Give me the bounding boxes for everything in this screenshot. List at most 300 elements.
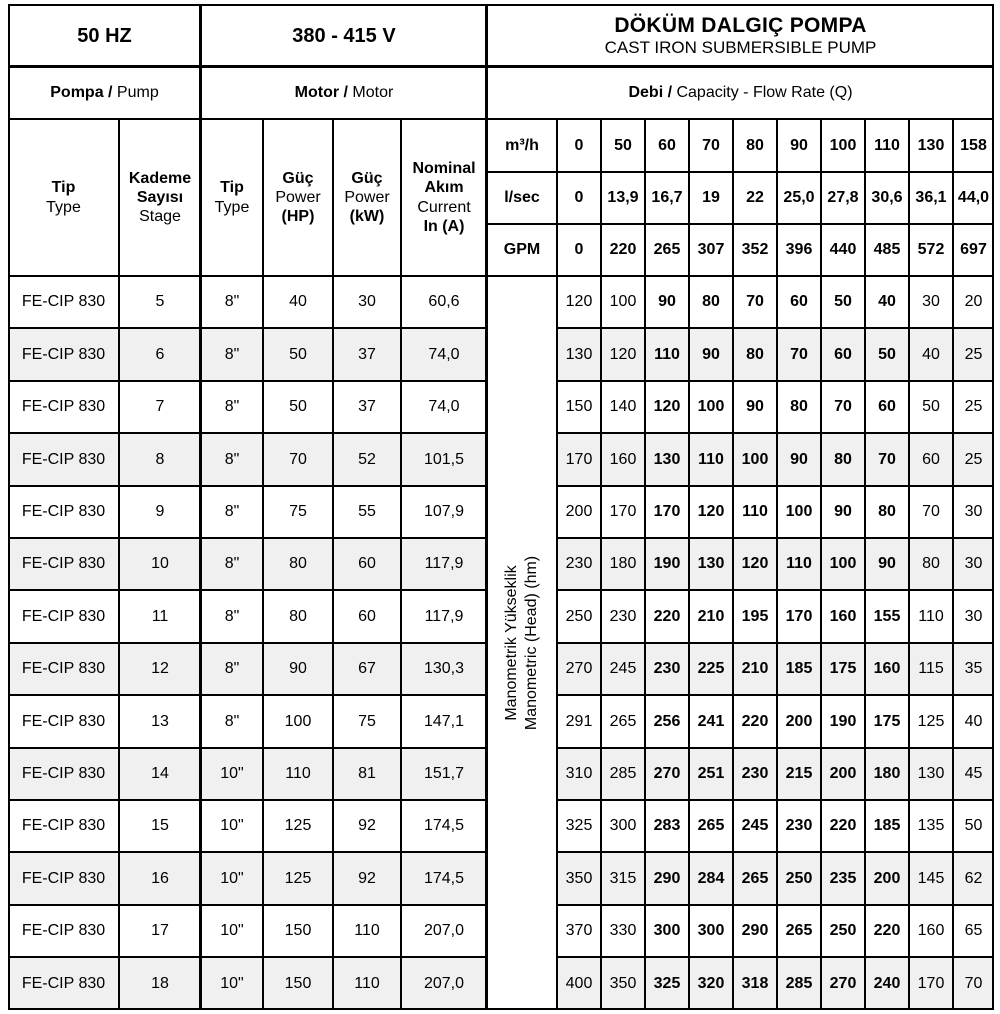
table-cell-amp [401, 590, 487, 643]
head-value-cell [777, 957, 821, 1010]
head-value-cell [645, 328, 689, 381]
flow-value-text: 0 [574, 241, 584, 259]
head-value-text: 200 [829, 765, 857, 783]
table-cell-stage [119, 538, 201, 590]
head-value-text: 230 [653, 660, 681, 678]
cell-text: 8" [224, 660, 240, 678]
table-cell-kw [333, 538, 401, 590]
head-value-cell [689, 800, 733, 852]
head-value-cell [909, 590, 953, 643]
head-value-text: 70 [964, 974, 983, 992]
head-value-cell [777, 852, 821, 905]
head-value-text: 160 [609, 450, 637, 468]
head-value-text: 110 [918, 607, 944, 625]
head-label-tr: Manometrik Yükseklik [503, 565, 521, 721]
head-value-text: 241 [697, 712, 725, 730]
head-value-cell [909, 486, 953, 538]
head-value-text: 80 [878, 503, 896, 521]
head-value-cell [777, 538, 821, 590]
table-cell-stage [119, 643, 201, 695]
head-value-cell [689, 433, 733, 486]
head-value-cell [689, 905, 733, 957]
flow-lsec-value [821, 172, 865, 224]
head-value-cell [909, 643, 953, 695]
cell-text: 9 [155, 503, 165, 521]
head-value-cell [777, 748, 821, 800]
head-value-cell [645, 433, 689, 486]
flow-value-text: 220 [609, 241, 637, 259]
head-value-cell [865, 695, 909, 748]
head-value-text: 130 [697, 555, 725, 573]
cell-text: FE-CIP 830 [21, 765, 106, 783]
cell-text: 110 [354, 922, 380, 940]
title-english: CAST IRON SUBMERSIBLE PUMP [604, 37, 877, 57]
cell-text: FE-CIP 830 [21, 817, 106, 835]
table-cell-hp [263, 590, 333, 643]
head-value-cell [733, 433, 777, 486]
head-value-text: 30 [964, 555, 983, 573]
head-value-cell [557, 328, 601, 381]
cell-text: 117,9 [424, 555, 464, 573]
head-value-text: 100 [785, 503, 813, 521]
head-value-cell [645, 800, 689, 852]
head-value-text: 90 [702, 345, 720, 363]
head-value-text: 120 [653, 398, 681, 416]
head-value-cell [557, 276, 601, 328]
head-value-cell [601, 695, 645, 748]
head-value-cell [777, 643, 821, 695]
head-value-cell [777, 328, 821, 381]
capacity-group-tr: Debi / [628, 84, 673, 102]
table-cell-amp [401, 695, 487, 748]
head-value-cell [557, 486, 601, 538]
flow-value-text: 30,6 [871, 189, 903, 207]
head-value-text: 245 [741, 817, 769, 835]
cell-text: 50 [289, 398, 307, 416]
cell-text: 8" [224, 607, 240, 625]
head-value-text: 70 [746, 293, 764, 311]
cell-text: 92 [358, 817, 376, 835]
flow-value-text: 485 [873, 241, 901, 259]
table-cell-type [8, 852, 119, 905]
cell-text: 60 [358, 607, 376, 625]
table-cell-amp [401, 328, 487, 381]
frequency-label: 50 HZ [77, 24, 132, 47]
head-value-text: 90 [834, 503, 852, 521]
cell-text: 174,5 [423, 817, 465, 835]
cell-text: 90 [289, 660, 307, 678]
head-label-en: Manometric (Head) (hm) [523, 555, 541, 731]
head-value-cell [601, 381, 645, 433]
power-hp-header-unit: (HP) [281, 208, 315, 226]
head-value-text: 285 [609, 765, 637, 783]
table-cell-kw [333, 905, 401, 957]
head-value-text: 220 [741, 712, 769, 730]
flow-gpm-value [821, 224, 865, 276]
head-value-text: 170 [785, 607, 813, 625]
head-value-text: 256 [653, 712, 681, 730]
head-value-cell [953, 328, 994, 381]
flow-value-text: 19 [702, 189, 720, 207]
table-cell-hp [263, 486, 333, 538]
head-value-cell [865, 748, 909, 800]
cell-text: 81 [358, 765, 376, 783]
head-value-cell [645, 381, 689, 433]
head-value-text: 100 [609, 293, 637, 311]
cell-text: 101,5 [423, 450, 465, 468]
head-value-text: 400 [565, 974, 593, 992]
table-cell-kw [333, 590, 401, 643]
voltage-label: 380 - 415 V [292, 24, 396, 47]
head-value-text: 70 [834, 398, 852, 416]
head-value-cell [953, 748, 994, 800]
table-cell-stage [119, 800, 201, 852]
flow-gpm-value [733, 224, 777, 276]
flow-value-text: 25,0 [783, 189, 815, 207]
cell-text: 60,6 [428, 293, 460, 311]
cell-text: 75 [289, 503, 307, 521]
head-value-text: 220 [653, 607, 681, 625]
flow-gpm-value [557, 224, 601, 276]
table-cell-type [8, 276, 119, 328]
power-kw-header-unit: (kW) [349, 208, 385, 226]
head-value-text: 190 [653, 555, 681, 573]
head-value-cell [909, 276, 953, 328]
cell-text: FE-CIP 830 [21, 293, 106, 311]
head-value-text: 120 [565, 293, 593, 311]
table-cell-type [8, 905, 119, 957]
head-value-text: 62 [964, 869, 983, 887]
head-value-text: 220 [873, 922, 901, 940]
head-value-cell [733, 276, 777, 328]
head-value-cell [909, 538, 953, 590]
cell-text: FE-CIP 830 [21, 345, 106, 363]
head-value-cell [821, 538, 865, 590]
table-cell-motor [201, 905, 263, 957]
head-value-text: 60 [878, 398, 896, 416]
head-value-cell [777, 433, 821, 486]
head-value-cell [557, 800, 601, 852]
table-cell-hp [263, 328, 333, 381]
flow-m3h-value [821, 119, 865, 172]
table-cell-type [8, 643, 119, 695]
capacity-group-en: Capacity - Flow Rate (Q) [672, 84, 853, 102]
head-value-cell [557, 590, 601, 643]
head-value-text: 215 [785, 765, 813, 783]
head-value-cell [733, 695, 777, 748]
table-cell-amp [401, 433, 487, 486]
cell-text: 74,0 [428, 345, 460, 363]
head-value-cell [777, 381, 821, 433]
cell-text: 13 [151, 712, 169, 730]
head-value-cell [909, 957, 953, 1010]
head-value-text: 115 [918, 660, 944, 678]
head-value-text: 200 [785, 712, 813, 730]
head-value-text: 30 [964, 607, 983, 625]
head-value-cell [953, 695, 994, 748]
table-cell-hp [263, 852, 333, 905]
head-value-text: 291 [565, 712, 593, 730]
flow-lsec-value [777, 172, 821, 224]
head-value-text: 225 [697, 660, 725, 678]
head-value-text: 25 [964, 398, 983, 416]
head-value-text: 265 [697, 817, 725, 835]
head-value-text: 190 [829, 712, 857, 730]
table-cell-motor [201, 957, 263, 1010]
cell-text: 7 [155, 398, 165, 416]
table-cell-amp [401, 276, 487, 328]
table-cell-stage [119, 276, 201, 328]
head-value-cell [953, 800, 994, 852]
current-column-header [401, 119, 487, 276]
head-value-text: 150 [565, 398, 593, 416]
unit-gpm [487, 224, 557, 276]
head-value-cell [645, 905, 689, 957]
table-cell-hp [263, 800, 333, 852]
head-value-cell [733, 957, 777, 1010]
head-value-cell [733, 905, 777, 957]
head-value-cell [821, 381, 865, 433]
motor-group-tr: Motor / [294, 84, 348, 102]
head-value-cell [645, 957, 689, 1010]
head-value-cell [645, 538, 689, 590]
flow-value-text: 100 [829, 136, 857, 154]
head-value-text: 70 [878, 450, 896, 468]
flow-lsec-value [645, 172, 689, 224]
motor-type-header-tr: Tip [220, 179, 244, 197]
head-value-text: 140 [609, 398, 637, 416]
table-cell-stage [119, 590, 201, 643]
head-value-text: 210 [697, 607, 725, 625]
table-cell-stage [119, 486, 201, 538]
flow-lsec-value [689, 172, 733, 224]
pump-group-en: Pump [112, 84, 159, 102]
stage-header-en: Stage [139, 208, 181, 226]
head-value-text: 120 [609, 345, 637, 363]
table-cell-kw [333, 643, 401, 695]
head-value-text: 80 [702, 293, 720, 311]
head-value-text: 235 [829, 869, 857, 887]
table-cell-stage [119, 905, 201, 957]
table-cell-amp [401, 852, 487, 905]
head-value-text: 185 [873, 817, 901, 835]
cell-text: 60 [358, 555, 376, 573]
head-value-text: 175 [829, 660, 857, 678]
head-value-cell [821, 486, 865, 538]
head-value-text: 200 [873, 869, 901, 887]
power-hp-column-header [263, 119, 333, 276]
head-value-text: 120 [697, 503, 725, 521]
table-cell-motor [201, 381, 263, 433]
table-cell-amp [401, 905, 487, 957]
cell-text: 92 [358, 869, 376, 887]
head-value-text: 170 [565, 450, 593, 468]
table-cell-hp [263, 695, 333, 748]
head-value-cell [689, 748, 733, 800]
table-cell-motor [201, 695, 263, 748]
flow-value-text: 697 [960, 241, 987, 259]
flow-gpm-value [601, 224, 645, 276]
head-value-cell [645, 695, 689, 748]
head-value-cell [645, 748, 689, 800]
table-cell-kw [333, 433, 401, 486]
motor-type-header-en: Type [214, 198, 250, 216]
head-value-text: 125 [917, 712, 945, 730]
head-value-cell [777, 276, 821, 328]
cell-text: 52 [358, 450, 376, 468]
head-value-cell [557, 433, 601, 486]
stage-header-tr2: Sayısı [136, 188, 184, 206]
cell-text: 11 [151, 607, 169, 625]
cell-text: 151,7 [423, 765, 465, 783]
table-cell-kw [333, 748, 401, 800]
head-value-cell [909, 748, 953, 800]
table-cell-type [8, 433, 119, 486]
head-value-cell [865, 643, 909, 695]
head-value-cell [821, 852, 865, 905]
type-header-en: Type [46, 198, 81, 216]
table-cell-type [8, 486, 119, 538]
head-value-cell [909, 328, 953, 381]
table-cell-type [8, 381, 119, 433]
head-value-cell [909, 852, 953, 905]
cell-text: 8" [224, 293, 240, 311]
head-value-text: 50 [834, 293, 852, 311]
head-value-cell [821, 748, 865, 800]
head-value-text: 230 [565, 555, 593, 573]
head-value-text: 90 [746, 398, 764, 416]
cell-text: 55 [358, 503, 376, 521]
head-value-cell [733, 643, 777, 695]
cell-text: 207,0 [423, 974, 465, 992]
head-value-cell [689, 590, 733, 643]
cell-text: 5 [155, 293, 165, 311]
head-value-text: 290 [653, 869, 681, 887]
head-value-text: 325 [565, 817, 593, 835]
cell-text: 80 [289, 607, 307, 625]
table-cell-kw [333, 957, 401, 1010]
type-column-header [8, 119, 119, 276]
unit-m3h [487, 119, 557, 172]
power-hp-header-tr: Güç [282, 169, 314, 187]
flow-gpm-value [865, 224, 909, 276]
flow-gpm-value [777, 224, 821, 276]
cell-text: 147,1 [423, 712, 465, 730]
table-cell-stage [119, 852, 201, 905]
table-cell-type [8, 957, 119, 1010]
head-value-text: 80 [746, 345, 764, 363]
cell-text: FE-CIP 830 [21, 712, 106, 730]
flow-value-text: 0 [574, 136, 584, 154]
cell-text: 16 [151, 869, 169, 887]
head-value-text: 90 [878, 555, 896, 573]
head-value-cell [733, 852, 777, 905]
cell-text: 14 [151, 765, 169, 783]
head-value-text: 285 [785, 974, 813, 992]
head-value-text: 170 [609, 503, 637, 521]
table-cell-motor [201, 590, 263, 643]
head-value-cell [821, 695, 865, 748]
head-value-text: 350 [565, 869, 593, 887]
cell-text: 207,0 [423, 922, 465, 940]
head-value-text: 320 [697, 974, 725, 992]
flow-lsec-value [865, 172, 909, 224]
table-cell-kw [333, 328, 401, 381]
cell-text: 150 [284, 922, 312, 940]
cell-text: 10 [151, 555, 169, 573]
head-value-cell [821, 433, 865, 486]
frequency-header [8, 4, 201, 67]
head-value-cell [557, 538, 601, 590]
head-value-text: 110 [742, 503, 768, 521]
head-value-text: 80 [922, 555, 940, 573]
head-value-text: 100 [741, 450, 769, 468]
head-value-cell [601, 590, 645, 643]
head-value-cell [865, 381, 909, 433]
head-value-text: 30 [964, 503, 983, 521]
head-value-text: 250 [565, 607, 593, 625]
head-value-text: 265 [741, 869, 769, 887]
head-value-text: 185 [785, 660, 813, 678]
cell-text: 50 [289, 345, 307, 363]
flow-m3h-value [645, 119, 689, 172]
head-value-text: 100 [829, 555, 857, 573]
table-cell-amp [401, 957, 487, 1010]
cell-text: 107,9 [423, 503, 465, 521]
head-value-cell [821, 276, 865, 328]
head-value-text: 40 [878, 293, 896, 311]
head-value-cell [953, 276, 994, 328]
cell-text: 110 [354, 974, 380, 992]
flow-lsec-value [953, 172, 994, 224]
head-value-cell [953, 381, 994, 433]
table-cell-motor [201, 276, 263, 328]
table-cell-kw [333, 486, 401, 538]
head-value-cell [689, 695, 733, 748]
head-value-cell [777, 590, 821, 643]
head-value-text: 250 [785, 869, 813, 887]
head-value-cell [557, 695, 601, 748]
head-value-cell [865, 905, 909, 957]
flow-value-text: 80 [746, 136, 764, 154]
table-cell-stage [119, 381, 201, 433]
head-value-text: 50 [922, 398, 940, 416]
head-value-cell [953, 433, 994, 486]
head-value-cell [689, 538, 733, 590]
head-value-text: 195 [741, 607, 769, 625]
head-value-cell [557, 643, 601, 695]
head-value-cell [953, 905, 994, 957]
current-header-tr1: Nominal [412, 160, 476, 178]
head-value-cell [865, 852, 909, 905]
table-cell-hp [263, 538, 333, 590]
table-cell-motor [201, 748, 263, 800]
voltage-header [201, 4, 487, 67]
table-cell-hp [263, 276, 333, 328]
table-cell-amp [401, 381, 487, 433]
flow-value-text: 27,8 [827, 189, 859, 207]
head-value-text: 65 [964, 922, 983, 940]
cell-text: FE-CIP 830 [21, 660, 106, 678]
flow-value-text: 110 [874, 136, 900, 154]
head-value-text: 370 [565, 922, 593, 940]
head-value-cell [821, 643, 865, 695]
head-value-cell [821, 328, 865, 381]
head-value-text: 35 [964, 660, 983, 678]
head-value-cell [953, 643, 994, 695]
table-cell-type [8, 695, 119, 748]
flow-gpm-value [953, 224, 994, 276]
